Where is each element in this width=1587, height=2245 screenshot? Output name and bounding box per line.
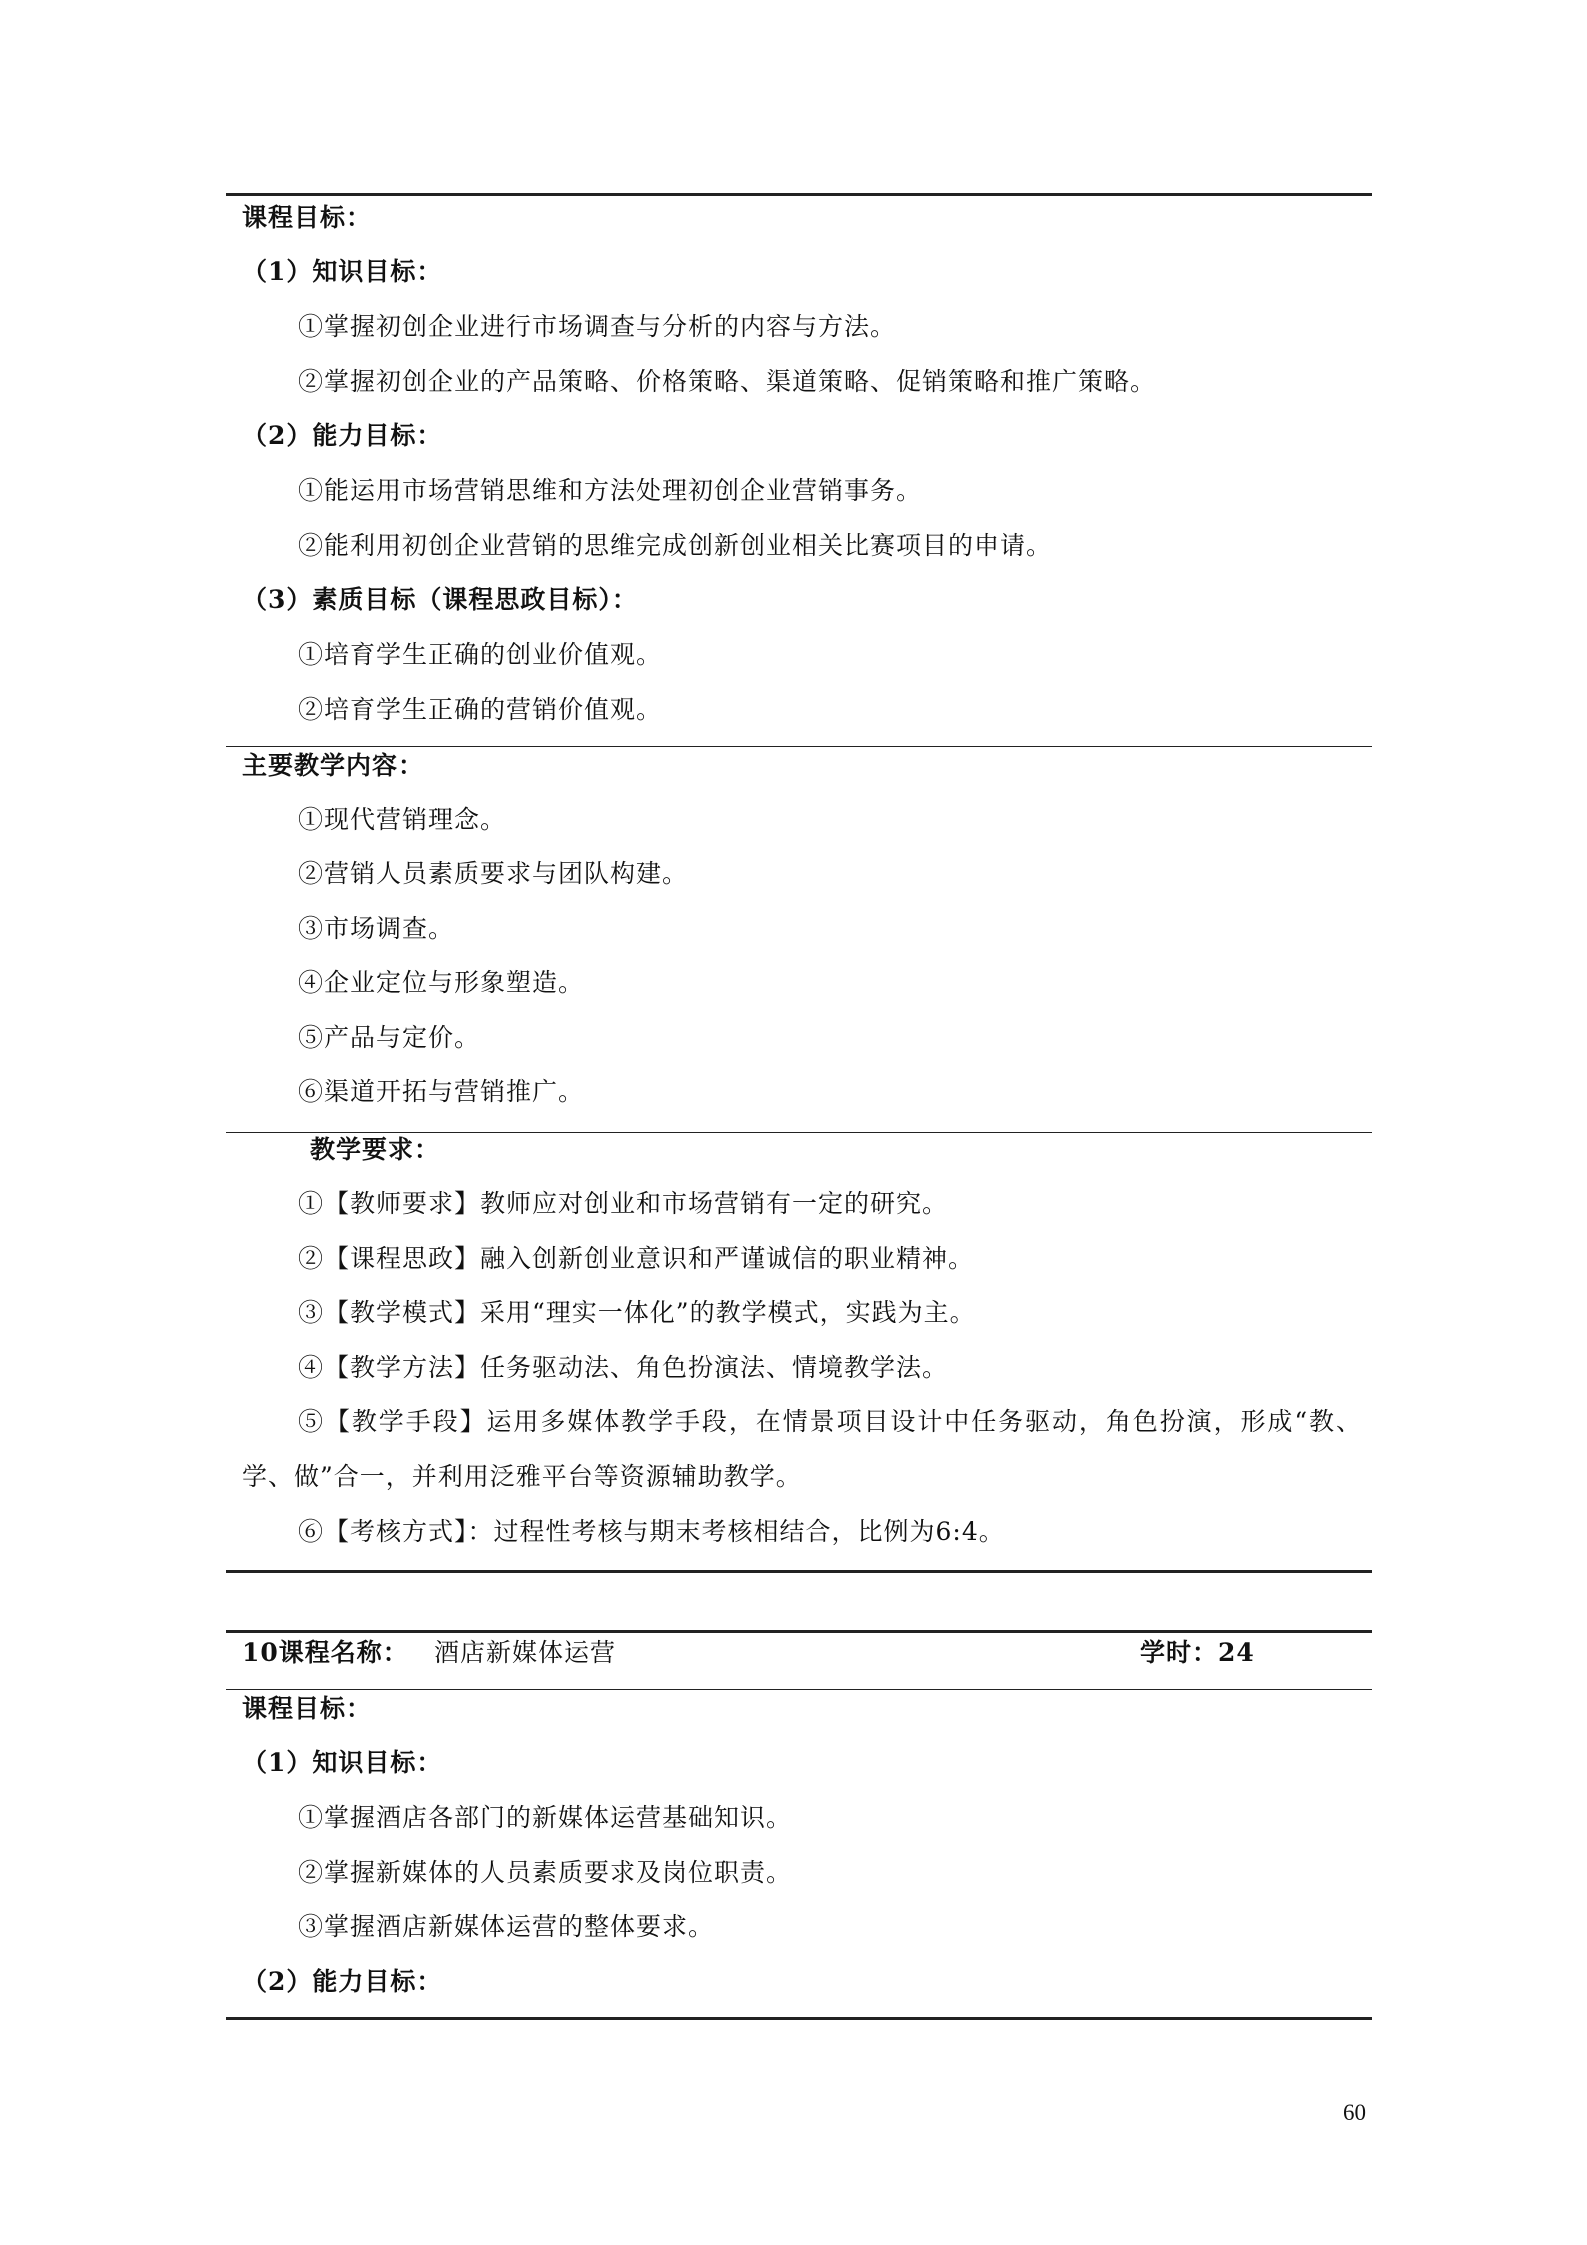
list-item: ④企业定位与形象塑造。 <box>298 968 585 997</box>
list-item: ③市场调查。 <box>298 914 455 943</box>
top-rule <box>226 193 1372 196</box>
list-item: ⑥渠道开拓与营销推广。 <box>298 1077 585 1106</box>
bottom-rule <box>226 2017 1372 2020</box>
page-number: 60 <box>1343 2100 1366 2125</box>
list-item: ①培育学生正确的创业价值观。 <box>298 640 663 669</box>
course-name: 酒店新媒体运营 <box>434 1638 617 1667</box>
divider <box>226 1132 1372 1133</box>
divider <box>226 746 1372 747</box>
quality-heading: （3）素质目标（课程思政目标）： <box>242 585 638 614</box>
list-item: ②能利用初创企业营销的思维完成创新创业相关比赛项目的申请。 <box>298 531 1053 560</box>
list-item: ①掌握酒店各部门的新媒体运营基础知识。 <box>298 1803 793 1832</box>
list-item: ⑥【考核方式】：过程性考核与期末考核相结合，比例为6:4。 <box>298 1517 1005 1546</box>
content-heading: 主要教学内容： <box>242 751 425 780</box>
teaching-means-paragraph: ⑤【教学手段】运用多媒体教学手段，在情景项目设计中任务驱动，角色扮演，形成“教、学、做”合一，并利用泛雅平台等资源辅助教学。 <box>242 1407 1362 1491</box>
list-item: ①能运用市场营销思维和方法处理初创企业营销事务。 <box>298 476 923 505</box>
list-item: ②掌握初创企业的产品策略、价格策略、渠道策略、促销策略和推广策略。 <box>298 367 1157 396</box>
knowledge-heading: （1）知识目标： <box>242 1748 443 1777</box>
list-item: ②掌握新媒体的人员素质要求及岗位职责。 <box>298 1858 793 1887</box>
list-item: ④【教学方法】任务驱动法、角色扮演法、情境教学法。 <box>298 1353 949 1382</box>
section-start-rule <box>226 1630 1372 1633</box>
list-item: ⑤产品与定价。 <box>298 1023 481 1052</box>
goals-heading: 课程目标： <box>242 203 373 232</box>
ability-heading: （2）能力目标： <box>242 1967 443 1996</box>
goals-heading: 课程目标： <box>242 1694 373 1723</box>
list-item: ②营销人员素质要求与团队构建。 <box>298 859 689 888</box>
course-hours: 学时：24 <box>1140 1638 1255 1667</box>
list-item: ①掌握初创企业进行市场调查与分析的内容与方法。 <box>298 312 897 341</box>
knowledge-heading: （1）知识目标： <box>242 257 443 286</box>
list-item: ②培育学生正确的营销价值观。 <box>298 695 663 724</box>
list-item: ①现代营销理念。 <box>298 805 507 834</box>
list-item: ③掌握酒店新媒体运营的整体要求。 <box>298 1912 715 1941</box>
course-label: 10课程名称： <box>242 1638 409 1667</box>
divider <box>226 1689 1372 1690</box>
list-item: ③【教学模式】采用“理实一体化”的教学模式，实践为主。 <box>298 1298 976 1327</box>
list-item: ①【教师要求】教师应对创业和市场营销有一定的研究。 <box>298 1189 949 1218</box>
ability-heading: （2）能力目标： <box>242 421 443 450</box>
list-item: ②【课程思政】融入创新创业意识和严谨诚信的职业精神。 <box>298 1244 975 1273</box>
requirements-heading: 教学要求： <box>310 1135 441 1164</box>
section-end-rule <box>226 1570 1372 1573</box>
